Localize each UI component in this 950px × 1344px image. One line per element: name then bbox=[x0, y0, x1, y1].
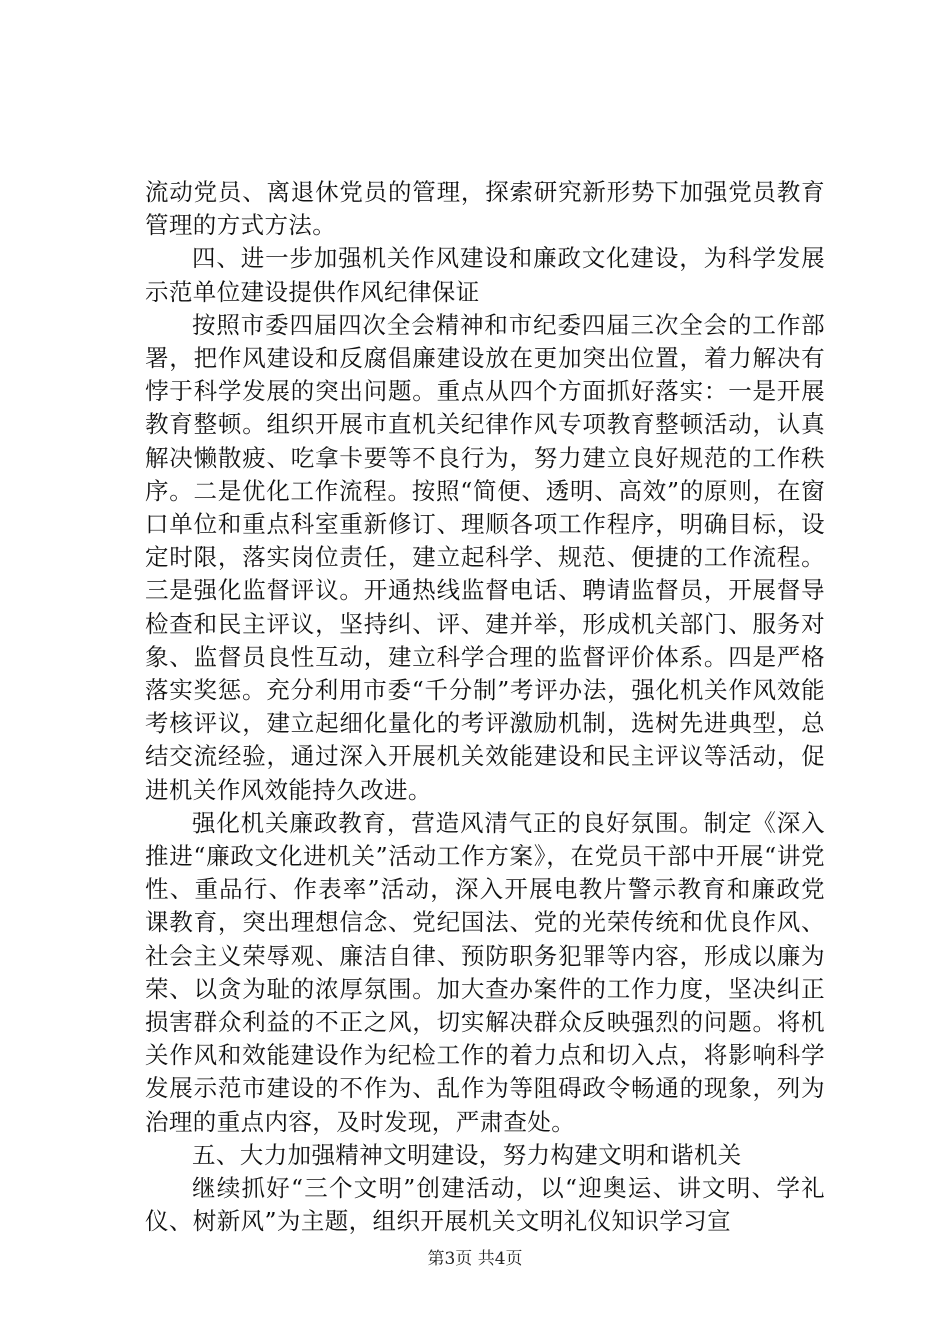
section-heading-four: 四、进一步加强机关作风建设和廉政文化建设，为科学发展示范单位建设提供作风纪律保证 bbox=[145, 244, 825, 306]
paragraph-continued: 流动党员、离退休党员的管理，探索研究新形势下加强党员教育管理的方式方法。 bbox=[145, 178, 825, 240]
document-body bbox=[145, 176, 825, 1239]
page-number-footer: 第3页 共4页 bbox=[427, 1249, 523, 1269]
paragraph-civilization: 继续抓好“三个文明”创建活动，以“迎奥运、讲文明、学礼仪、树新风”为主题，组织开展机关文明礼仪知识学习宣 bbox=[145, 1174, 825, 1236]
paragraph-work-style: 按照市委四届四次全会精神和市纪委四届三次全会的工作部署，把作风建设和反腐倡廉建设放在更加突出位置，着力解决有悖于科学发展的突出问题。重点从四个方面抓好落实：一是开展教育整顿。组织开展市直机关纪律作风专项教育整顿活动，认真解决懒散疲、吃拿卡要等不良行为，努力建立良好规范的工作秩序。二是优化工作流程。按照“简便、透明、高效”的原则，在窗口单位和重点科室重新修订、理顺各项工作程序，明确目标，设定时限，落实岗位责任，建立起科学、规范、便捷的工作流程。三是强化监督评议。开通热线监督电话、聘请监督员，开展督导检查和民主评议，坚持纠、评、建并举，形成机关部门、服务对象、监督员良性互动，建立科学合理的监督评价体系。四是严格落实奖惩。充分利用市委“千分制”考评办法，强化机关作风效能考核评议，建立起细化量化的考评激励机制，选树先进典型，总结交流经验，通过深入开展机关效能建设和民主评议等活动，促进机关作风效能持久改进。 bbox=[145, 310, 825, 804]
section-heading-five: 五、大力加强精神文明建设，努力构建文明和谐机关 bbox=[192, 1140, 742, 1169]
paragraph-integrity-education: 强化机关廉政教育，营造风清气正的良好氛围。制定《深入推进“廉政文化进机关”活动工作方案》，在党员干部中开展“讲党性、重品行、作表率”活动，深入开展电教片警示教育和廉政党课教育，突出理想信念、党纪国法、党的光荣传统和优良作风、社会主义荣辱观、廉洁自律、预防职务犯罪等内容，形成以廉为荣、以贪为耻的浓厚氛围。加大查办案件的工作力度，坚决纠正损害群众利益的不正之风，切实解决群众反映强烈的问题。将机关作风和效能建设作为纪检工作的着力点和切入点，将影响科学发展示范市建设的不作为、乱作为等阻碍政令畅通的现象，列为治理的重点内容，及时发现，严肃查处。 bbox=[145, 808, 825, 1136]
